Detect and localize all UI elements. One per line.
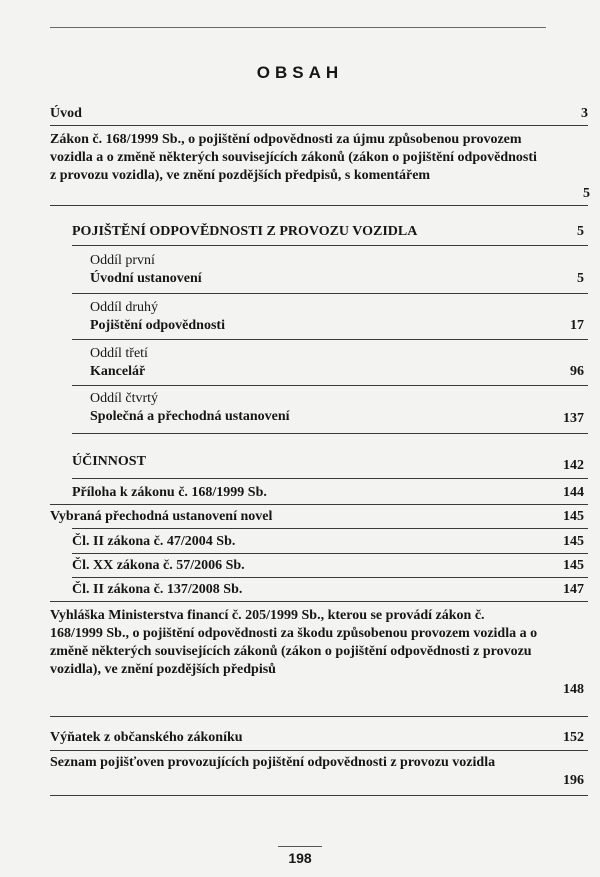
toc-entry-page: 5 [577,271,584,286]
header-rule [50,27,546,28]
divider [50,601,588,602]
toc-entry[interactable] [50,754,584,790]
divider [72,293,588,294]
toc-entry[interactable] [50,508,584,526]
toc-entry-page: 145 [563,558,584,573]
page-number: 198 [288,850,312,866]
toc-entry-title: Úvodní ustanovení [90,271,202,286]
toc-entry-title: Pojištění odpovědnosti [90,318,225,333]
toc-entry-page: 5 [583,186,590,201]
toc-entry-title: ÚČINNOST [72,454,146,469]
toc-entry-label: Oddíl první [90,253,155,268]
divider [50,795,588,796]
toc-entry[interactable] [72,581,584,599]
toc-entry[interactable] [90,299,584,335]
divider [72,528,588,529]
toc-entry[interactable] [90,390,584,428]
toc-entry[interactable] [72,453,584,475]
divider [50,716,588,717]
toc-entry-title: Výňatek z občanského zákoníku [50,730,243,745]
toc-entry-title: Příloha k zákonu č. 168/1999 Sb. [72,485,267,500]
toc-entry-title: Čl. II zákona č. 47/2004 Sb. [72,534,236,549]
toc-entry-title: Čl. II zákona č. 137/2008 Sb. [72,582,243,597]
toc-entry[interactable] [90,252,584,288]
toc-entry-page: 3 [581,106,588,121]
toc-entry-page: 196 [563,773,584,788]
toc-entry-page: 5 [577,224,584,239]
page-title: OBSAH [256,63,344,82]
divider [72,339,588,340]
toc-entry-page: 148 [563,682,584,697]
toc-entry-label: Oddíl třetí [90,346,148,361]
toc-entry-page: 142 [563,458,584,473]
toc-entry[interactable] [90,345,584,381]
divider [72,553,588,554]
toc-entry[interactable] [50,729,584,747]
toc-entry[interactable] [50,607,584,699]
divider [72,245,588,246]
toc-entry-page: 144 [563,485,584,500]
toc-entry-label: Oddíl druhý [90,300,159,315]
toc-entry-label: Oddíl čtvrtý [90,391,159,406]
toc-entry-page: 137 [563,411,584,426]
toc-entry[interactable] [72,484,584,502]
divider [50,504,588,505]
toc-entry-page: 17 [570,318,584,333]
toc-entry[interactable] [50,131,590,203]
divider [72,577,588,578]
divider [50,125,588,126]
toc-entry-title: Úvod [50,106,82,121]
toc-entry-page: 145 [563,534,584,549]
page-number-rule [278,846,322,847]
toc-entry-title: Čl. XX zákona č. 57/2006 Sb. [72,558,245,573]
divider [72,433,588,434]
toc-entry-page: 96 [570,364,584,379]
toc-entry[interactable] [72,223,584,241]
toc-entry[interactable] [72,533,584,551]
toc-entry-page: 147 [563,582,584,597]
toc-entry-title: Vybraná přechodná ustanovení novel [50,509,273,524]
toc-entry-title: Seznam pojišťoven provozujících pojištění odpovědnosti z provozu vozidla [50,755,496,770]
toc-entry-title: Kancelář [90,364,146,379]
toc-entry-title: Společná a přechodná ustanovení [90,409,290,424]
toc-entry-page: 145 [563,509,584,524]
toc-entry-title: Vyhláška Ministerstva financí č. 205/1999 Sb., kterou se provádí zákon č. 168/1999 Sb., o pojištění odpovědnosti za škodu způsobenou provozem vozidla a o změně některých souvisejících zákonů (zákon o pojištění odpovědnosti z provozu vozidla), ve znění pozdějších předpisů [50,608,538,677]
divider [50,750,588,751]
divider [72,478,588,479]
toc-entry-title: Zákon č. 168/1999 Sb., o pojištění odpovědnosti za újmu způsobenou provozem vozidla a o změně některých souvisejících zákonů (zákon o pojištění odpovědnosti z provozu vozidla), ve znění pozdějších předpisů, s komentářem [50,132,537,183]
divider [50,205,588,206]
toc-entry[interactable] [50,105,588,123]
toc-entry[interactable] [72,557,584,575]
divider [72,385,588,386]
toc-entry-title: POJIŠTĚNÍ ODPOVĚDNOSTI Z PROVOZU VOZIDLA [72,224,418,239]
toc-entry-page: 152 [563,730,584,745]
